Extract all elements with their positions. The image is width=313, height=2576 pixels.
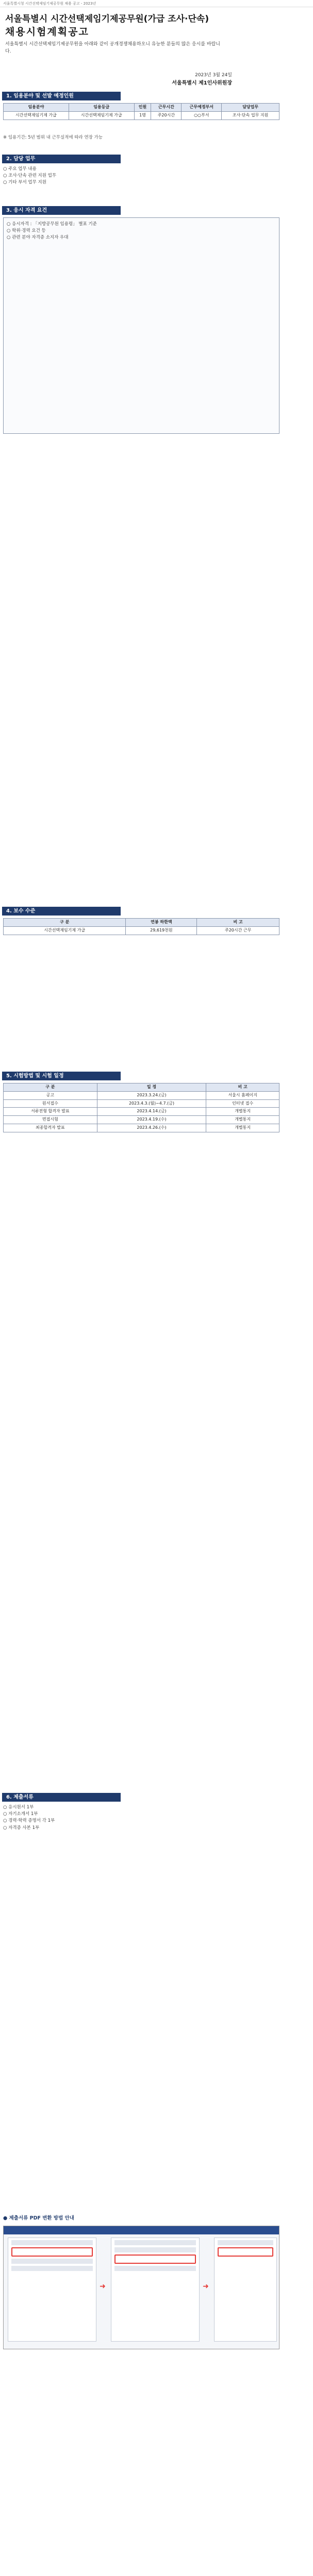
intro-text: 서울특별시 시간선택제임기제공무원을 아래와 같이 공개경쟁채용하오니 유능한 분들의 많은 응시를 바랍니다. (5, 42, 220, 54)
arrow-right-icon: ➜ (100, 2282, 106, 2291)
table-header: 담당업무 (222, 104, 279, 112)
top-bar: 서울특별시청 시간선택제임기제공무원 채용 공고 - 2023년 (0, 0, 313, 7)
table-row (4, 111, 279, 120)
embedded-screenshot (3, 2226, 279, 2349)
table-cell: 2023.4.14.(금) (97, 1108, 206, 1116)
list-item: ○ 자격증 사본 1부 (3, 1825, 40, 1831)
table-header: 비 고 (206, 1083, 279, 1092)
list-item: ○ 조사·단속 관련 지원 업무 (3, 173, 57, 179)
table-cell: 2023.3.24.(금) (97, 1091, 206, 1099)
table-header: 근무시간 (151, 104, 182, 112)
issuing-org: 서울특별시 제1인사위원장 (172, 80, 232, 86)
table-cell: 시간선택제임기제 가급 (69, 111, 134, 120)
table-cell: 서류전형 합격자 발표 (4, 1108, 97, 1116)
screenshot-bar (4, 2226, 279, 2234)
schedule-table (3, 1083, 279, 1132)
eligibility-list (7, 221, 276, 242)
section-heading: 6. 제출서류 (2, 1793, 121, 1802)
list-item: ○ 응시원서 1부 (3, 1805, 34, 1810)
arrow-right-icon: ➜ (203, 2282, 209, 2291)
table-cell: 인터넷 접수 (206, 1099, 279, 1108)
salary-table (3, 918, 279, 935)
table-header: 구 분 (4, 1083, 97, 1092)
section-heading: 1. 임용분야 및 선발 예정인원 (2, 92, 121, 100)
list-item: ○ 학위·경력 요건 등 (7, 228, 46, 234)
screenshot-pane (111, 2238, 200, 2342)
positions-note: ※ 임용기간: 5년 범위 내 근무실적에 따라 연장 가능 (3, 135, 103, 140)
table-cell: 2023.4.19.(수) (97, 1116, 206, 1124)
list-item: ○ 응시자격 : 「지방공무원 임용령」 별표 기준 (7, 222, 97, 227)
table-cell: 서울시 홈페이지 (206, 1091, 279, 1099)
table-cell: 최종합격자 발표 (4, 1124, 97, 1132)
table-cell: 2023.4.3.(월)~4.7.(금) (97, 1099, 206, 1108)
announcement-date: 2023년 3월 24일 (195, 73, 232, 78)
list-item: ○ 자기소개서 1부 (3, 1811, 38, 1817)
table-row (4, 926, 279, 935)
screenshot-caption: ● 제출서류 PDF 변환 방법 안내 (3, 2215, 74, 2221)
duties-list (3, 166, 279, 187)
table-cell: 공고 (4, 1091, 97, 1099)
table-row (4, 1116, 279, 1124)
table-cell: 29,619천원 (126, 926, 197, 935)
table-cell: 원서접수 (4, 1099, 97, 1108)
list-item: ○ 주요 업무 내용 (3, 166, 37, 172)
table-cell: 시간선택제임기제 가급 (4, 926, 126, 935)
table-cell: 시간선택제임기제 가급 (4, 111, 69, 120)
table-header: 일 정 (97, 1083, 206, 1092)
announcement-subtitle: 채용시험계획공고 (5, 26, 89, 38)
list-item: ○ 경력·학력 증명서 각 1부 (3, 1818, 55, 1824)
table-cell: 조사·단속 업무 지원 (222, 111, 279, 120)
list-item: ○ 기타 부서 업무 지원 (3, 180, 46, 185)
section-heading: 3. 응시 자격 요건 (2, 206, 121, 215)
table-cell: 개별통지 (206, 1108, 279, 1116)
list-item: ○ 관련 분야 자격증 소지자 우대 (7, 235, 69, 241)
table-row (4, 1108, 279, 1116)
table-header: 인원 (134, 104, 151, 112)
table-cell: 2023.4.26.(수) (97, 1124, 206, 1132)
table-header: 임용등급 (69, 104, 134, 112)
screenshot-pane (8, 2238, 96, 2342)
table-header: 연봉 하한액 (126, 919, 197, 927)
table-header: 구 분 (4, 919, 126, 927)
announcement-title: 서울특별시 시간선택제임기제공무원(가급 조사·단속) (5, 14, 209, 24)
eligibility-box (3, 217, 279, 434)
table-cell: 1명 (134, 111, 151, 120)
table-header: 비 고 (197, 919, 279, 927)
screenshot-pane (214, 2238, 277, 2342)
table-row (4, 1091, 279, 1099)
section-heading: 5. 시험방법 및 시험 일정 (2, 1072, 121, 1080)
table-header: 임용분야 (4, 104, 69, 112)
header (0, 10, 313, 88)
section-heading: 2. 담당 업무 (2, 155, 121, 163)
positions-table (3, 103, 279, 120)
table-cell: 개별통지 (206, 1124, 279, 1132)
table-row (4, 1099, 279, 1108)
table-cell: 주20시간 (151, 111, 182, 120)
table-header: 근무예정부서 (182, 104, 222, 112)
table-row (4, 1124, 279, 1132)
section-heading: 4. 보수 수준 (2, 907, 121, 916)
table-cell: ○○부서 (182, 111, 222, 120)
table-cell: 주20시간 근무 (197, 926, 279, 935)
table-cell: 개별통지 (206, 1116, 279, 1124)
table-cell: 면접시험 (4, 1116, 97, 1124)
documents-list (3, 1804, 279, 1832)
